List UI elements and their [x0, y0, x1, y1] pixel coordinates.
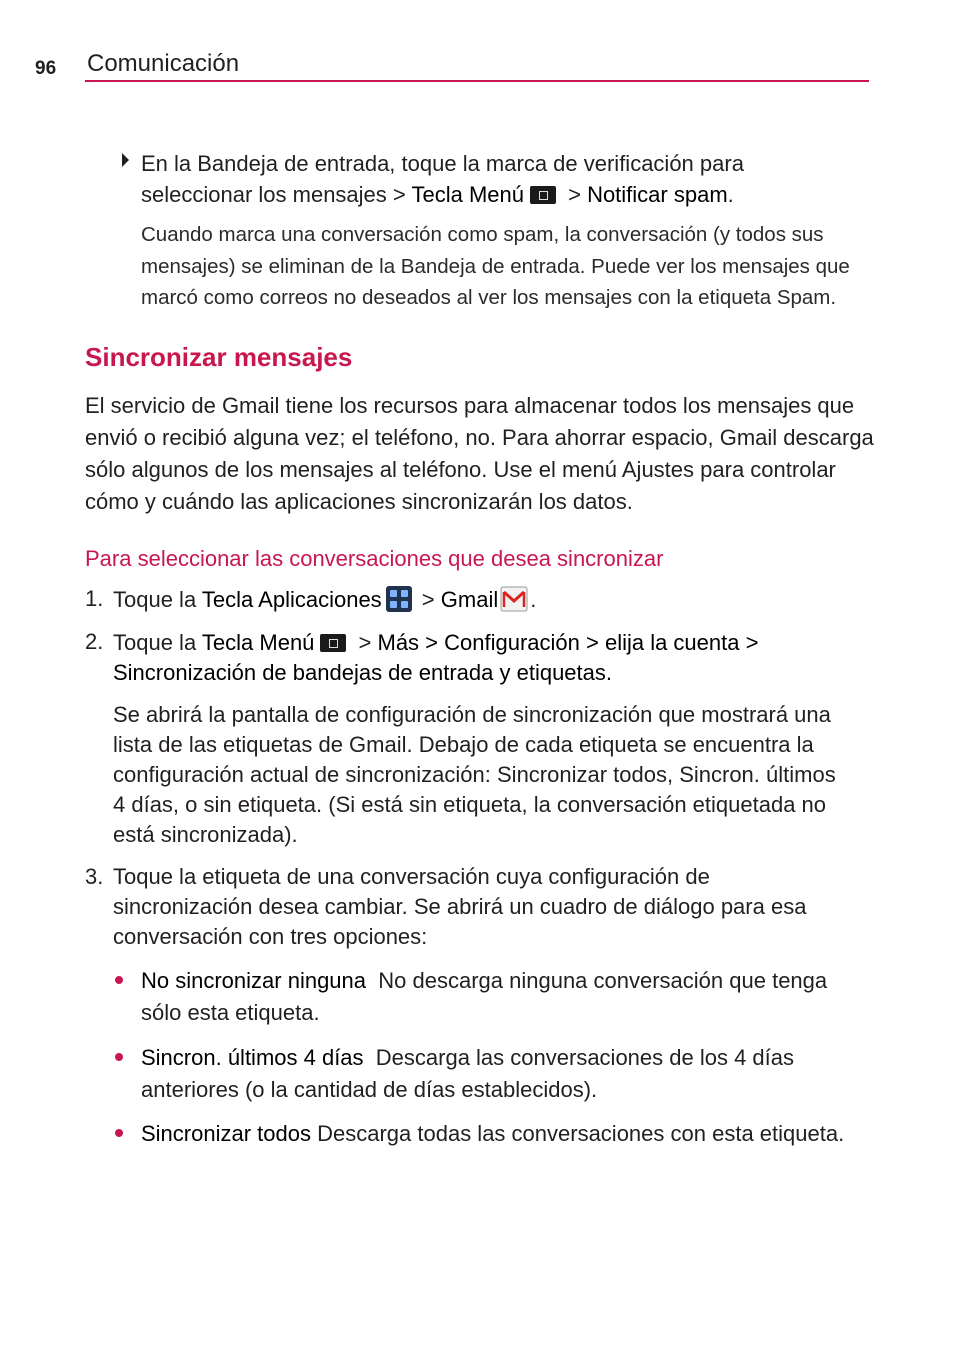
body-line: envió o recibió alguna vez; el teléfono, no. Para ahorrar espacio, Gmail descarga	[85, 425, 874, 450]
option-desc-2: sólo esta etiqueta.	[141, 1000, 320, 1025]
intro-line-2	[141, 179, 734, 210]
step-line: sincronización desea cambiar. Se abrirá un cuadro de diálogo para esa	[113, 894, 807, 919]
separator: >	[352, 630, 378, 655]
option-term: Sincronizar todos	[141, 1121, 311, 1146]
separator: >	[561, 182, 588, 207]
notify-spam-label: Notificar spam	[587, 182, 728, 207]
intro-line-1: En la Bandeja de entrada, toque la marca de verificación para	[141, 151, 744, 176]
menu-path: Más > Configuración > elija la cuenta >	[377, 630, 759, 655]
menu-key-icon	[320, 634, 346, 652]
intro-text: seleccionar los mensajes >	[141, 182, 412, 207]
note-line: Cuando marca una conversación como spam, la conversación (y todos sus	[141, 223, 824, 246]
section-title: Comunicación	[87, 50, 240, 77]
note-line: marcó como correos no deseados al ver los mensajes con la etiqueta Spam.	[141, 286, 837, 309]
note-line: mensajes) se eliminan de la Bandeja de entrada. Puede ver los mensajes que	[141, 254, 850, 278]
step-text: Toque la	[113, 630, 202, 655]
option-desc: No descarga ninguna conversación que tenga	[378, 968, 828, 993]
period: .	[530, 587, 537, 612]
intro-note	[141, 219, 850, 314]
note-line: 4 días, o sin etiqueta. (Si está sin etiqueta, la conversación etiquetada no	[113, 792, 827, 817]
option-desc: Descarga las conversaciones de los 4 días	[375, 1045, 795, 1070]
header-rule	[85, 80, 869, 82]
menu-key-icon	[530, 186, 556, 204]
step-2	[113, 627, 758, 658]
option-sync-4-days	[141, 1042, 794, 1106]
menu-key-label: Tecla Menú	[201, 630, 315, 655]
page-number: 96	[35, 58, 57, 79]
period: .	[727, 182, 734, 207]
note-line: configuración actual de sincronización: Sincronizar todos, Sincron. últimos	[113, 762, 836, 787]
apps-key-icon	[386, 586, 412, 612]
step-text: Toque la	[113, 587, 202, 612]
option-no-sync	[141, 965, 827, 1029]
apps-key-label: Tecla Aplicaciones	[201, 587, 382, 612]
sync-subheading: Para seleccionar las conversaciones que desea sincronizar	[85, 546, 664, 571]
step-line: conversación con tres opciones:	[113, 924, 428, 949]
step-3	[113, 862, 806, 952]
gmail-label: Gmail	[440, 587, 499, 612]
triangle-bullet-icon	[122, 153, 129, 167]
note-line: lista de las etiquetas de Gmail. Debajo de cada etiqueta se encuentra la	[113, 732, 814, 757]
bullet-dot-icon	[115, 1129, 123, 1137]
menu-key-label: Tecla Menú	[411, 182, 524, 207]
step-2-line-2: Sincronización de bandejas de entrada y etiquetas.	[113, 660, 613, 685]
option-desc: Descarga todas las conversaciones con esta etiqueta.	[317, 1121, 845, 1146]
option-desc-2: anteriores (o la cantidad de días establecidos).	[141, 1077, 598, 1102]
sync-heading: Sincronizar mensajes	[85, 342, 353, 372]
note-line: Se abrirá la pantalla de configuración de sincronización que mostrará una	[113, 702, 831, 727]
step-1-number: 1.	[85, 586, 104, 611]
sync-body	[85, 390, 874, 518]
step-1	[113, 584, 536, 615]
body-line: El servicio de Gmail tiene los recursos para almacenar todos los mensajes que	[85, 393, 855, 418]
step-2-number: 2.	[85, 629, 104, 654]
separator: >	[415, 587, 441, 612]
bullet-dot-icon	[115, 1053, 123, 1061]
step-3-number: 3.	[85, 864, 104, 889]
gmail-icon	[500, 586, 528, 612]
note-line: está sincronizada).	[113, 822, 298, 847]
step-line: Toque la etiqueta de una conversación cuya configuración de	[113, 864, 710, 889]
option-sync-all	[141, 1118, 844, 1150]
bullet-dot-icon	[115, 976, 123, 984]
body-line: sólo algunos de los mensajes al teléfono. Use el menú Ajustes para controlar	[85, 457, 836, 482]
option-term: Sincron. últimos 4 días	[141, 1045, 364, 1070]
option-term: No sincronizar ninguna	[141, 968, 367, 993]
step-2-note	[113, 700, 836, 850]
body-line: cómo y cuándo las aplicaciones sincronizarán los datos.	[85, 489, 633, 514]
